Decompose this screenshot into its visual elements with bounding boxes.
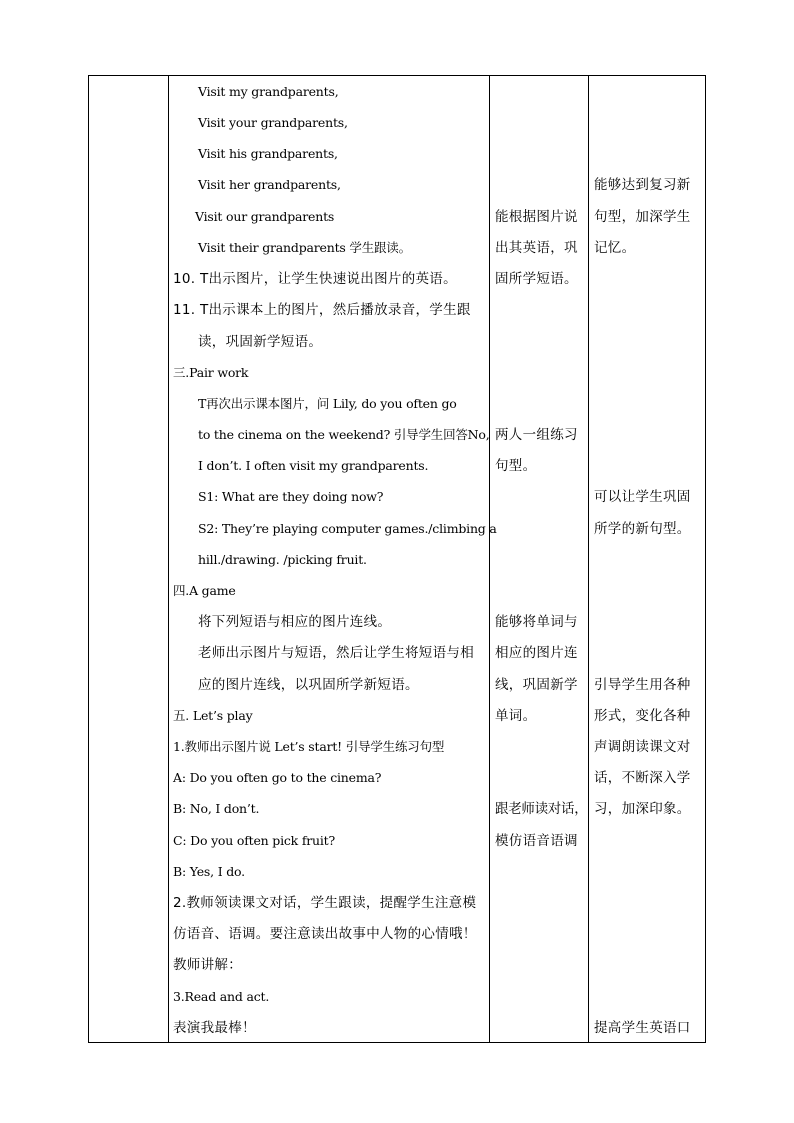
- section-heading-a-game: 四.A game: [173, 583, 236, 598]
- procedure-line: 将下列短语与相应的图片连线。: [198, 614, 392, 630]
- procedure-line: 读，巩固新学短语。: [198, 334, 323, 350]
- design-intent-line: 习，加深印象。: [594, 801, 691, 817]
- procedure-line: 老师出示图片与短语，然后让学生将短语与相: [198, 645, 474, 661]
- dialogue-line: C: Do you often pick fruit?: [173, 833, 336, 848]
- dialogue-line: A: Do you often go to the cinema?: [173, 770, 382, 785]
- procedure-line: Visit his grandparents,: [198, 146, 338, 161]
- student-activity-line: 线，巩固新学: [495, 677, 578, 693]
- procedure-line: S1: What are they doing now?: [198, 489, 384, 504]
- procedure-line: Visit their grandparents 学生跟读。: [198, 240, 411, 255]
- student-activity-line: 模仿语音语调: [495, 833, 578, 849]
- procedure-line: 应的图片连线，以巩固所学新短语。: [198, 677, 419, 693]
- procedure-line: Visit her grandparents,: [198, 177, 341, 192]
- column-divider-1: [168, 76, 169, 1042]
- student-activity-line: 出其英语，巩: [495, 240, 578, 256]
- procedure-line: Visit my grandparents,: [198, 84, 339, 99]
- section-heading-pair-work: 三.Pair work: [173, 365, 249, 380]
- procedure-line: Visit your grandparents,: [198, 115, 348, 130]
- design-intent-line: 能够达到复习新: [594, 177, 691, 193]
- procedure-line: 2.教师领读课文对话，学生跟读，提醒学生注意模: [173, 895, 477, 911]
- procedure-line: 3.Read and act.: [173, 989, 270, 1004]
- procedure-line: to the cinema on the weekend? 引导学生回答No,: [198, 427, 490, 442]
- procedure-line: 仿语音、语调。要注意读出故事中人物的心情哦！: [173, 926, 477, 942]
- design-intent-line: 话，不断深入学: [594, 770, 691, 786]
- procedure-line: I don’t. I often visit my grandparents.: [198, 458, 429, 473]
- column-divider-2: [489, 76, 490, 1042]
- student-activity-line: 跟老师读对话，: [495, 801, 588, 817]
- student-activity-line: 两人一组练习: [495, 427, 578, 443]
- student-activity-line: 句型。: [495, 458, 537, 474]
- dialogue-line: B: No, I don’t.: [173, 801, 260, 816]
- student-activity-line: 单词。: [495, 708, 537, 724]
- section-heading-lets-play: 五. Let’s play: [173, 708, 253, 723]
- dialogue-line: B: Yes, I do.: [173, 864, 245, 879]
- procedure-line: 1.教师出示图片说 Let’s start! 引导学生练习句型: [173, 739, 445, 754]
- procedure-line: S2: They’re playing computer games./climbing a: [198, 521, 497, 536]
- column-divider-3: [588, 76, 589, 1042]
- student-activity-line: 能够将单词与: [495, 614, 578, 630]
- design-intent-line: 所学的新句型。: [594, 521, 691, 537]
- procedure-line: hill./drawing. /picking fruit.: [198, 552, 367, 567]
- procedure-line: Visit our grandparents: [195, 209, 335, 224]
- procedure-line: T再次出示课本图片，问 Lily, do you often go: [198, 396, 457, 411]
- procedure-line: 10. T出示图片，让学生快速说出图片的英语。: [173, 271, 457, 287]
- design-intent-line: 声调朗读课文对: [594, 739, 691, 755]
- design-intent-line: 形式，变化各种: [594, 708, 691, 724]
- student-activity-line: 相应的图片连: [495, 645, 578, 661]
- student-activity-line: 能根据图片说: [495, 209, 578, 225]
- design-intent-line: 句型，加深学生: [594, 209, 691, 225]
- procedure-line: 11. T出示课本上的图片，然后播放录音，学生跟: [173, 302, 471, 318]
- design-intent-line: 记忆。: [594, 240, 636, 256]
- procedure-line: 教师讲解：: [173, 957, 242, 973]
- procedure-line: 表演我最棒！: [173, 1020, 256, 1036]
- design-intent-line: 提高学生英语口: [594, 1020, 691, 1036]
- design-intent-line: 引导学生用各种: [594, 677, 691, 693]
- student-activity-line: 固所学短语。: [495, 271, 578, 287]
- design-intent-line: 可以让学生巩固: [594, 489, 691, 505]
